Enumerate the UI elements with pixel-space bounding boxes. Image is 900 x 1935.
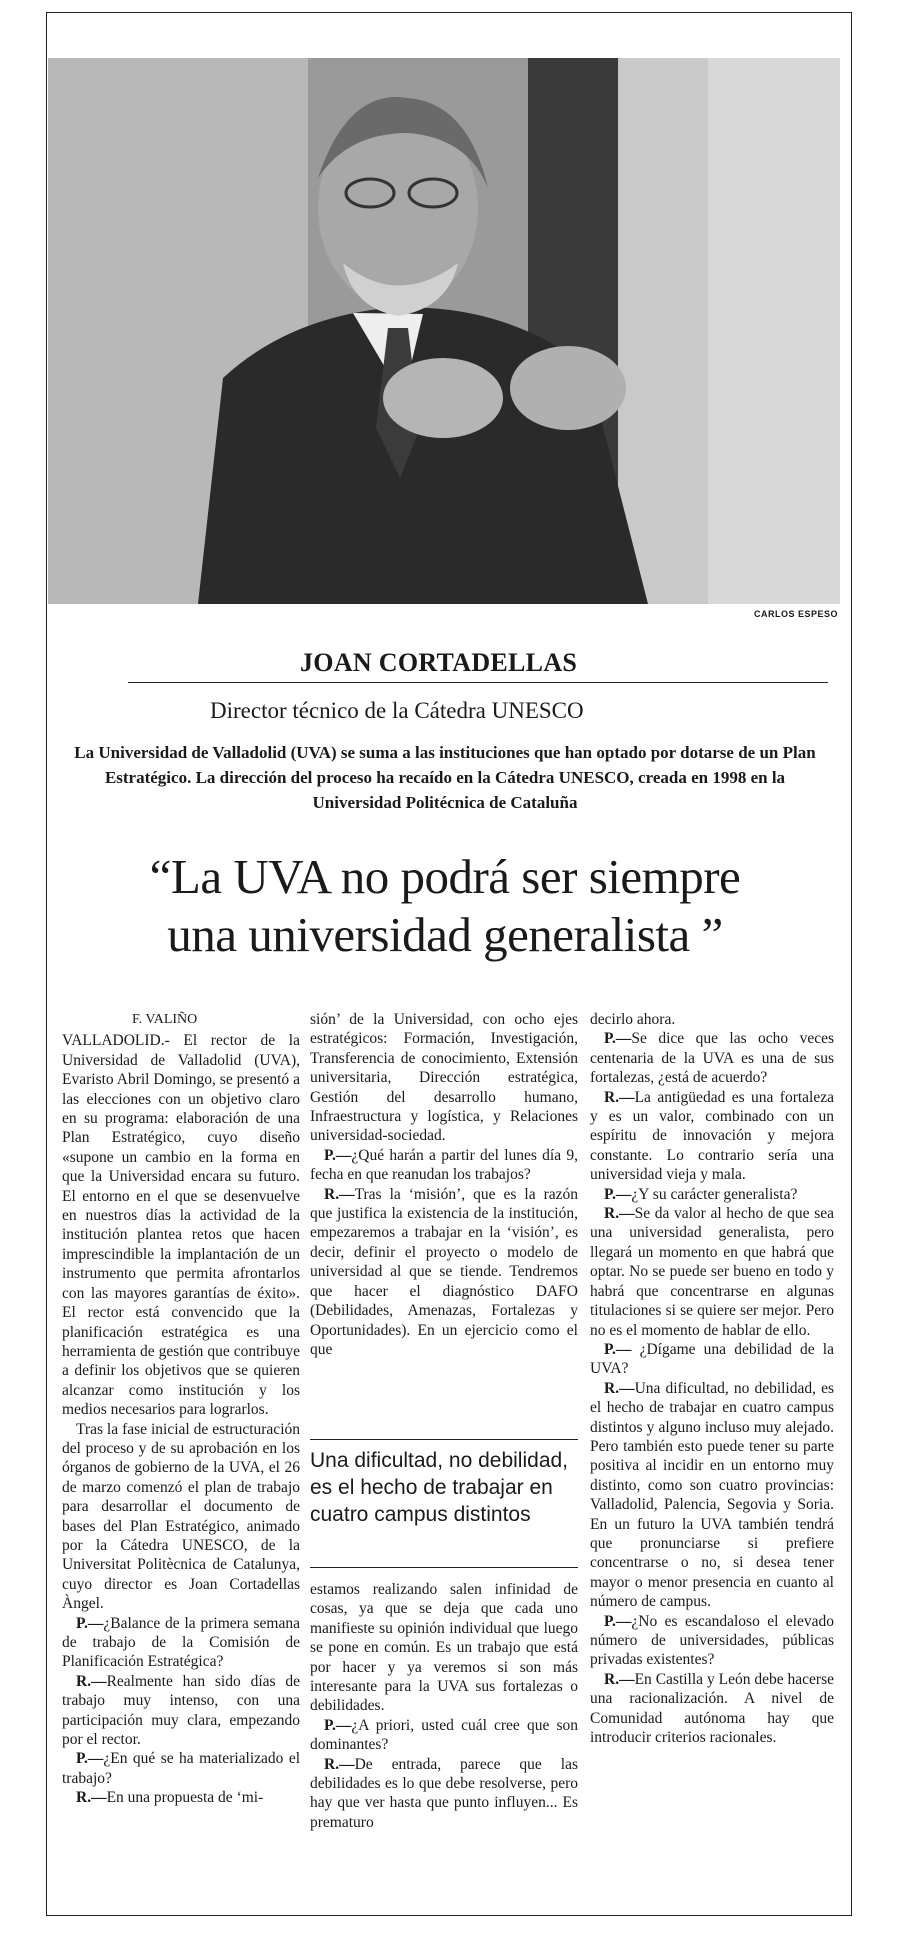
question: P.—¿Qué harán a partir del lunes día 9, fecha en que reanudan los trabajos? [310, 1146, 578, 1184]
interviewee-title: Director técnico de la Cátedra UNESCO [210, 698, 584, 723]
portrait-photo [48, 58, 840, 604]
question: P.—¿Balance de la primera semana de trabajo de la Comisión de Planificación Estratégica? [62, 1614, 300, 1671]
headline-line-1: “La UVA no podrá ser siempre [149, 849, 741, 904]
pull-quote-rule-bottom [310, 1567, 578, 1568]
answer: R.—En una propuesta de ‘mi- [76, 1789, 264, 1807]
body-paragraph: VALLADOLID.- El rector de la Universidad de Valladolid (UVA), Evaristo Abril Domingo, se presentó a las elecciones con un objetivo claro en su programa: elaboración de una Plan Estratégico, cuyo diseño «supone un cambio en la forma en que la Universidad encara su futuro. El entorno en el que se desenvuelve en nuestros días la actividad de la institución plantea retos que hacen imprescindible la implantación de un instrumento que permita afrontarlos con las mayores garantías de éxito». El rector está convencido que la planificación estratégica es una herramienta de gestión que contribuye a definir los objetivos que se quieren alcanzar como institución y los medios necesarios para lograrlos. [62, 1032, 300, 1419]
answer: R.—En Castilla y León debe hacerse una racionalización. A nivel de Comunidad autónoma hay que introducir criterios racionales. [590, 1670, 834, 1747]
question: P.—¿A priori, usted cuál cree que son dominantes? [310, 1716, 578, 1754]
body-paragraph: decirlo ahora. [590, 1011, 676, 1028]
byline: F. VALIÑO [132, 1012, 198, 1027]
question: P.—¿Y su carácter generalista? [604, 1185, 798, 1203]
pull-quote-rule-top [310, 1439, 578, 1440]
divider [128, 682, 828, 683]
body-paragraph: estamos realizando salen infinidad de cosas, ya que se deja que cada uno manifieste su opinión individual que luego se pone en común. Es un trabajo que está por hacer y ya veremos si son más interesante para la UVA sus fortalezas o debilidades. [310, 1581, 578, 1715]
question: P.—¿No es escandaloso el elevado número de universidades, públicas privadas existentes? [590, 1612, 834, 1669]
answer: R.—La antigüedad es una fortaleza y es un valor, combinado con un espíritu de innovación y mejora constante. Lo contrario sería una universidad vieja y mala. [590, 1088, 834, 1184]
body-paragraph: Tras la fase inicial de estructuración del proceso y de su aprobación en los órganos de gobierno de la UVA, el 26 de marzo comenzó el plan de trabajo para desarrollar el documento de bases del Plan Estratégico, animado por la Cátedra UNESCO, de la Universitat Politècnica de Catalunya, cuyo director es Joan Cortadellas Àngel. [62, 1420, 300, 1613]
lead-paragraph: La Universidad de Valladolid (UVA) se suma a las instituciones que han optado por dotarse de un Plan Estratégico. La dirección del proceso ha recaído en la Cátedra UNESCO, creada en 1998 en la Universidad Politécnica de Cataluña [74, 743, 816, 812]
photo-credit: CARLOS ESPESO [753, 609, 838, 619]
answer: R.—Tras la ‘misión’, que es la razón que justifica la existencia de la institución, empezaremos a trabajar en la ‘visión’, es decir, definir el proyecto o modelo de universidad al que se tiende. Tendremos que hacer el diagnóstico DAFO (Debilidades, Amenazas, Fortalezas y Oportunidades). En un ejercicio como el que [310, 1185, 578, 1358]
answer: R.—De entrada, parece que las debilidades es lo que debe resolverse, pero hay que ver hasta que punto influyen... Es prematuro [310, 1755, 578, 1831]
column-2-bottom [310, 1580, 578, 1832]
question: P.—Se dice que las ocho veces centenaria de la UVA es una de sus fortalezas, ¿está de acuerdo? [590, 1030, 834, 1087]
pull-quote: Una dificultad, no debilidad, es el hecho de trabajar en cuatro campus distintos [310, 1449, 569, 1526]
headline-line-2: una universidad generalista ” [167, 907, 723, 962]
answer: R.—Se da valor al hecho de que sea una universidad generalista, pero llegará un momento en que habrá que optar. No se puede ser bueno en todo y habrá que concentrarse en algunas titulaciones si se quiere ser mejor. Pero no es el momento de hablar de ello. [590, 1205, 834, 1339]
column-2-top [310, 1010, 578, 1359]
column-3 [590, 1010, 834, 1747]
question: P.— ¿Dígame una debilidad de la UVA? [590, 1340, 834, 1378]
column-1 [62, 1010, 300, 1808]
answer: R.—Realmente han sido días de trabajo muy intenso, con una participación muy clara, empezando por el rector. [62, 1672, 300, 1749]
portrait-illustration [48, 58, 840, 604]
answer: R.—Una dificultad, no debilidad, es el hecho de trabajar en cuatro campus distintos y alguno incluso muy alejado. Pero también esto puede tener su parte positiva al incidir en un entorno muy distinto, como son cuatro provincias: Valladolid, Palencia, Segovia y Soria. En un futuro la UVA también tendrá que pronunciarse si prefiere concentrarse o no, si desea tener mayor o menor presencia en cuanto al número de campus. [590, 1379, 834, 1611]
body-paragraph: sión’ de la Universidad, con ocho ejes estratégicos: Formación, Investigación, Transferencia de conocimiento, Extensión universitaria, Dirección estratégica, Gestión del desarrollo humano, Infraestructura y logística, y Relaciones universidad-sociedad. [310, 1011, 578, 1145]
question: P.—¿En qué se ha materializado el trabajo? [62, 1750, 300, 1787]
interviewee-name: JOAN CORTADELLAS [300, 648, 578, 677]
headline [60, 848, 830, 964]
